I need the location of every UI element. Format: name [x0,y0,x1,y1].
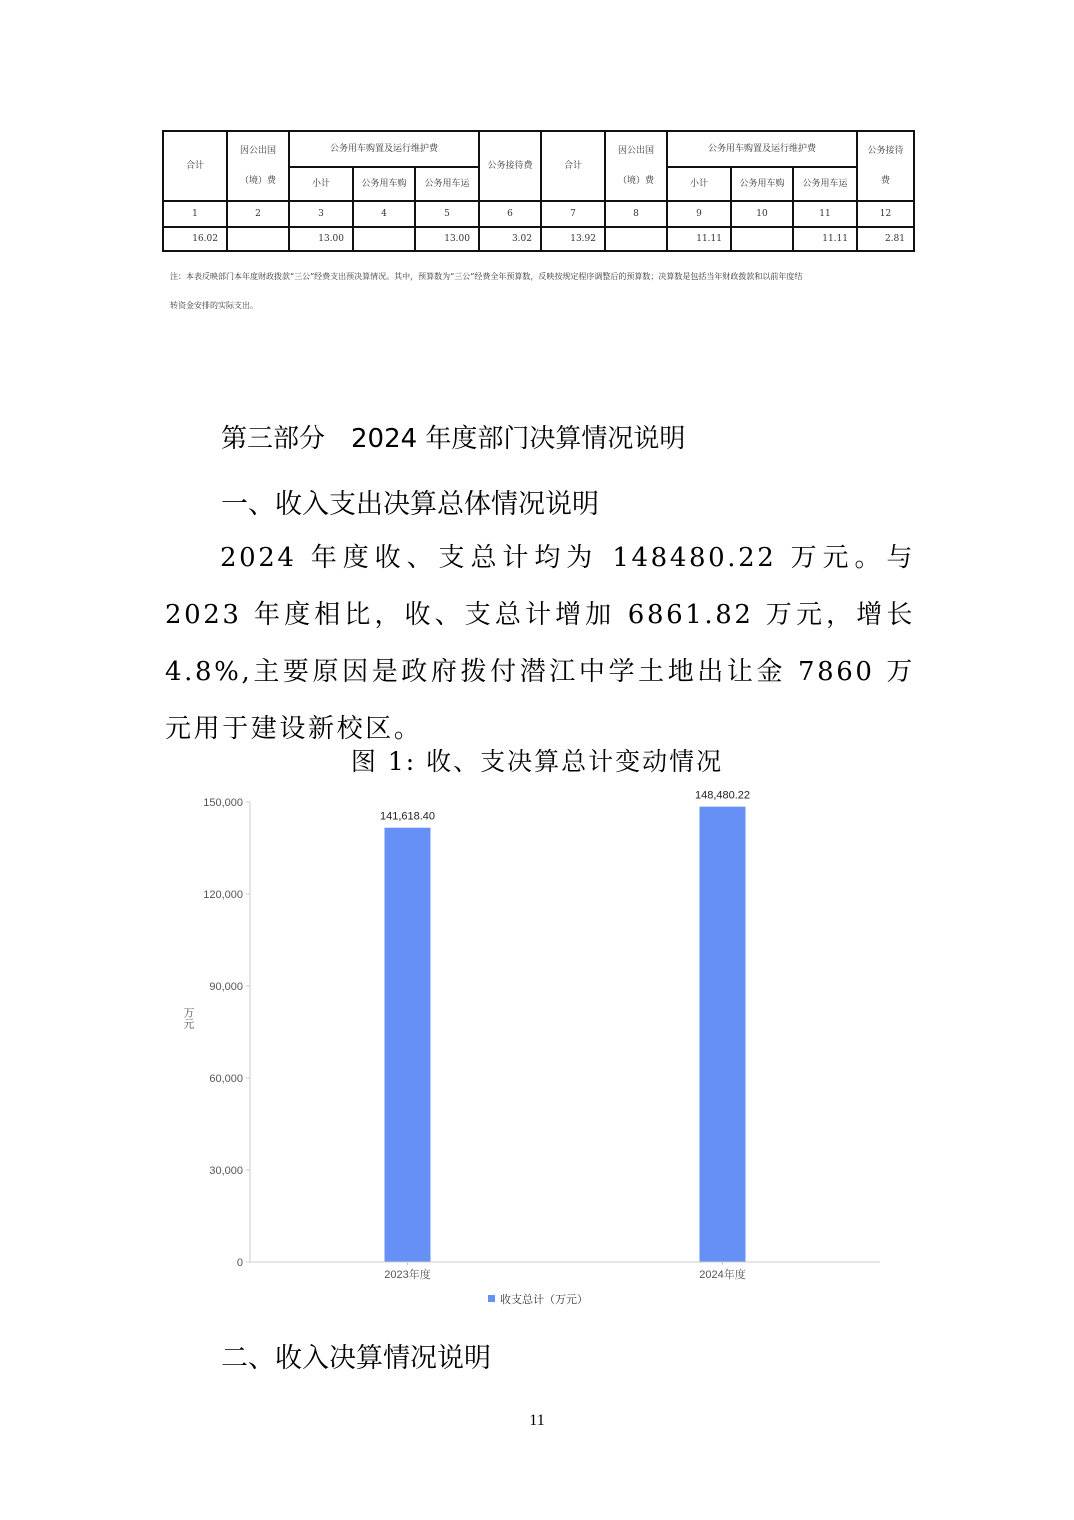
value-cell: 16.02 [163,227,227,251]
y-axis [203,797,250,1269]
value-cell [605,227,667,251]
value-cell: 2.81 [857,227,914,251]
bar-data-label: 141,618.40 [379,810,436,823]
header-abroad-2 [605,131,667,201]
value-cell: 3.02 [479,227,541,251]
legend-swatch [488,1295,495,1302]
subsection-title-1: 一、收入支出决算总体情况说明 [221,489,599,520]
header-subtotal: 小计 [289,167,353,201]
index-cell: 11 [793,201,857,227]
header-total: 合计 [163,131,227,201]
header-total-2: 合计 [541,131,605,201]
header-subtotal-2: 小计 [667,167,731,201]
legend-label: 收支总计（万元） [500,1294,588,1306]
index-cell: 1 [163,201,227,227]
header-reception2-line1: 公务接待 [867,146,904,156]
table-note-line2: 转资金安排的实际支出。 [170,301,258,310]
subsection-title-2: 二、收入决算情况说明 [221,1343,491,1374]
index-cell: 4 [353,201,415,227]
index-cell: 2 [227,201,289,227]
bar [385,828,431,1262]
x-tick-label: 2024年度 [699,1269,746,1281]
x-axis [250,1262,880,1281]
header-reception-2 [857,131,914,201]
legend [488,1292,588,1306]
bar-chart [0,780,1074,1340]
header-abroad2-line1: 因公出国 [617,146,654,156]
header-vehicle-group-2: 公务用车购置及运行维护费 [667,131,857,167]
index-cell: 10 [731,201,793,227]
bar [700,807,746,1262]
index-cell: 7 [541,201,605,227]
y-tick-label: 90,000 [209,981,243,993]
header-vehicle-group: 公务用车购置及运行维护费 [289,131,479,167]
index-cell: 6 [479,201,541,227]
header-vehicle-purchase-2: 公务用车购 [731,167,793,201]
index-row [163,201,914,227]
value-cell: 11.11 [793,227,857,251]
header-reception: 公务接待费 [479,131,541,201]
header-abroad-line2: （境）费 [239,176,276,186]
summary-paragraph: 2024 年度收、支总计均为 148480.22 万元。与 2023 年度相比，收、支总计增加 6861.82 万元，增长 4.8%,主要原因是政府拨付潜江中学土地出让金 7860 万元用于建设新校区。 [165,543,915,744]
index-cell: 9 [667,201,731,227]
index-cell: 5 [415,201,479,227]
y-tick-label: 60,000 [209,1073,243,1085]
y-tick-label: 0 [236,1257,243,1269]
section-title: 第三部分 2024 年度部门决算情况说明 [221,424,686,454]
bar-data-label: 148,480.22 [694,789,751,802]
header-reception2-line2: 费 [880,176,890,186]
index-cell: 3 [289,201,353,227]
y-tick-label: 150,000 [203,797,243,809]
header-vehicle-operation-2: 公务用车运 [793,167,857,201]
value-row [163,227,914,251]
y-tick-label: 120,000 [203,889,243,901]
value-cell [227,227,289,251]
header-abroad2-line2: （境）费 [617,176,654,186]
three-public-expenses-table [162,130,915,252]
y-axis-label: 万元 [182,1007,194,1029]
x-tick-label: 2023年度 [384,1269,431,1281]
value-cell [731,227,793,251]
value-cell [353,227,415,251]
header-vehicle-operation: 公务用车运 [415,167,479,201]
value-cell: 13.00 [415,227,479,251]
header-vehicle-purchase: 公务用车购 [353,167,415,201]
page-number: 11 [529,1412,545,1429]
index-cell: 8 [605,201,667,227]
figure-caption: 图 1: 收、支决算总计变动情况 [350,747,724,776]
header-abroad [227,131,289,201]
index-cell: 12 [857,201,914,227]
table-note-line1: 注：本表反映部门本年度财政拨款“三公”经费支出预决算情况。其中，预算数为“三公”经费全年预算数，反映按规定程序调整后的预算数；决算数是包括当年财政拨款和以前年度结 [170,272,803,281]
value-cell: 11.11 [667,227,731,251]
y-tick-label: 30,000 [209,1165,243,1177]
value-cell: 13.00 [289,227,353,251]
bars [380,790,750,1262]
header-abroad-line1: 因公出国 [239,146,276,156]
value-cell: 13.92 [541,227,605,251]
